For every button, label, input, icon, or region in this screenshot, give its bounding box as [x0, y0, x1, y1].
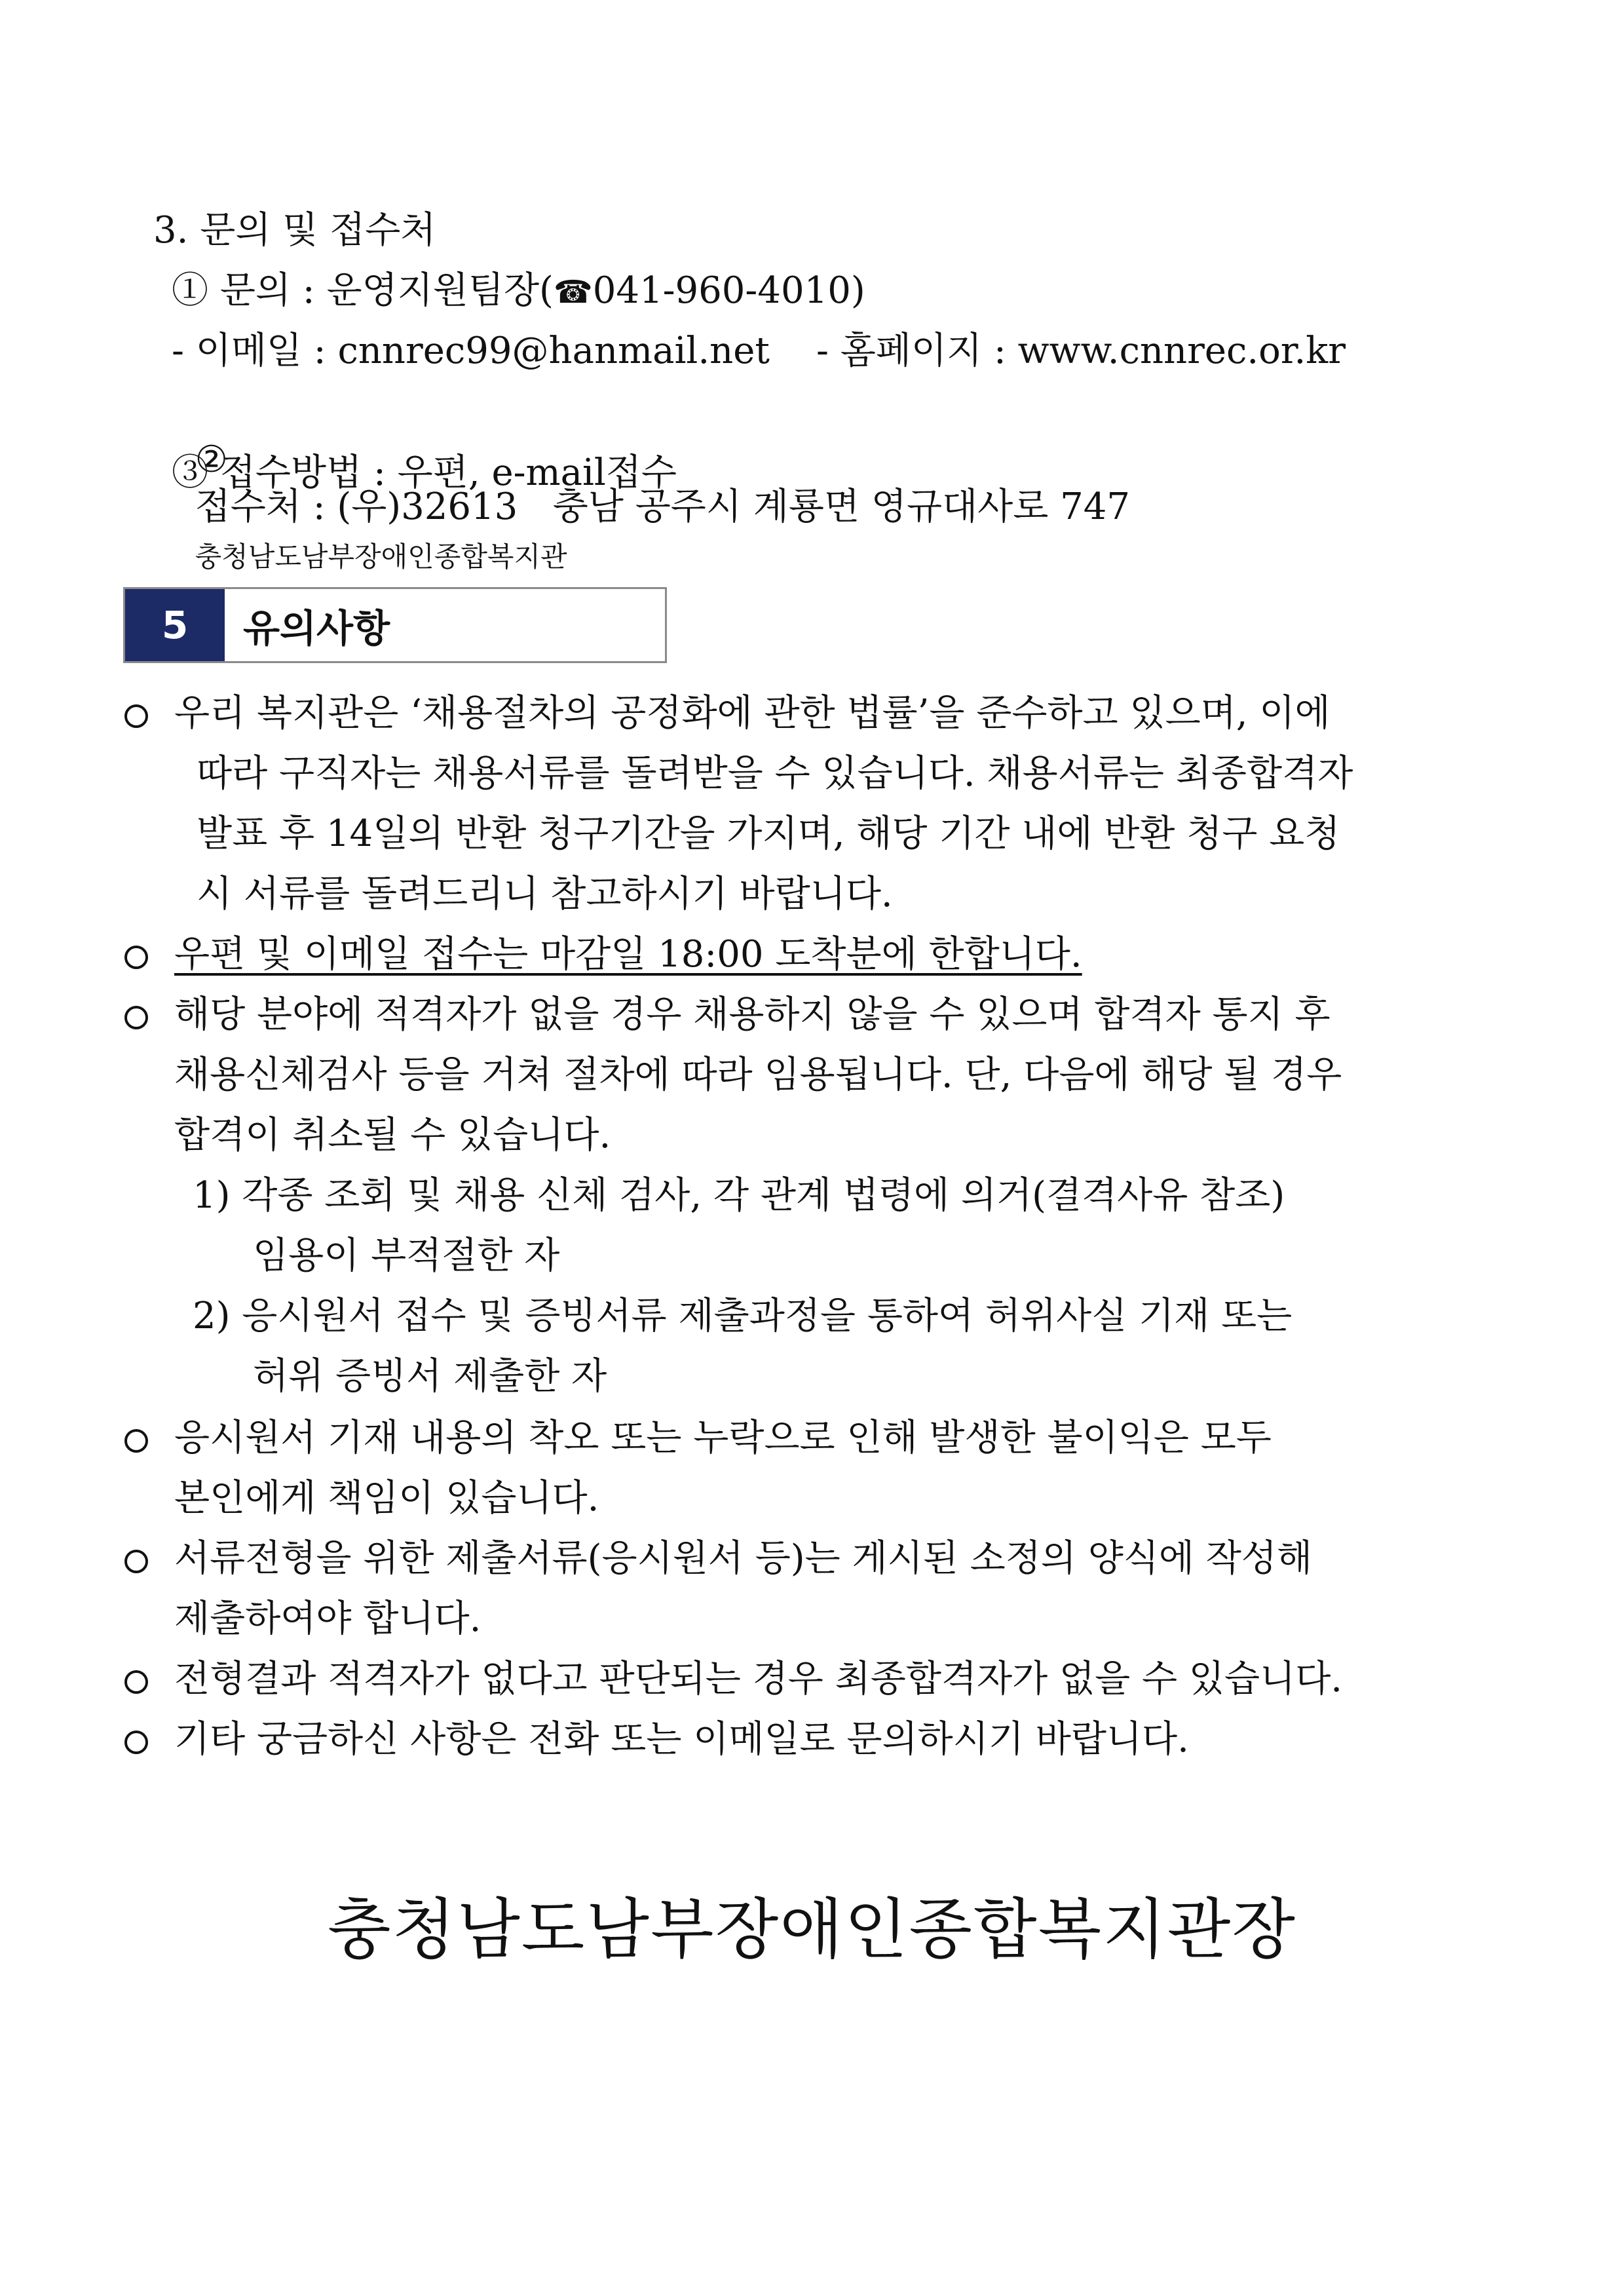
method-text: 접수방법 : 우편, e-mail접수	[219, 451, 677, 494]
address-marker: ②	[195, 438, 228, 481]
note-1-line-1: 우리 복지관은 ‘채용절차의 공정화에 관한 법률’을 준수하고 있으며, 이에	[174, 692, 1331, 735]
note-1-line-2: 따라 구직자는 채용서류를 돌려받을 수 있습니다. 채용서류는 최종합격자	[197, 752, 1353, 795]
note-6: 전형결과 적격자가 없다고 판단되는 경우 최종합격자가 없을 수 있습니다.	[174, 1658, 1343, 1700]
address-org: 충청남도남부장애인종합복지관	[195, 541, 567, 573]
inquiry-marker: ①	[172, 269, 208, 312]
bullet-icon	[124, 704, 148, 728]
note-3-line-3: 합격이 취소될 수 있습니다.	[174, 1114, 611, 1157]
address-text: 접수처 : (우)32613 충남 공주시 계룡면 영규대사로 747	[195, 486, 1131, 528]
note-4-line-2: 본인에게 책임이 있습니다.	[174, 1477, 599, 1520]
bullet-icon	[124, 1429, 148, 1453]
note-3-sub-2-line-2: 허위 증빙서 제출한 자	[253, 1355, 607, 1398]
section-header	[123, 587, 667, 663]
inquiry-text: 문의 : 운영지원팀장(	[219, 269, 554, 312]
note-2-deadline: 우편 및 이메일 접수는 마감일 18:00 도착분에 한합니다.	[174, 933, 1082, 976]
note-3-line-1: 해당 분야에 적격자가 없을 경우 채용하지 않을 수 있으며 합격자 통지 후	[174, 993, 1331, 1036]
note-3-sub-1-line-1: 1) 각종 조회 및 채용 신체 검사, 각 관계 법령에 의거(결격사유 참조)	[193, 1174, 1285, 1217]
bullet-icon	[124, 1670, 148, 1694]
note-7: 기타 궁금하신 사항은 전화 또는 이메일로 문의하시기 바랍니다.	[174, 1718, 1189, 1761]
method-line	[172, 450, 677, 497]
phone-icon: ☎	[553, 274, 593, 311]
note-3-sub-1-line-2: 임용이 부적절한 자	[253, 1234, 560, 1277]
bullet-icon	[124, 946, 148, 969]
section-title: 유의사항	[243, 606, 390, 651]
signature: 충청남도남부장애인종합복지관장	[328, 1891, 1296, 1968]
inquiry-line	[172, 267, 865, 316]
note-1-line-3: 발표 후 14일의 반환 청구기간을 가지며, 해당 기간 내에 반환 청구 요청	[197, 813, 1340, 855]
bullet-icon	[124, 1006, 148, 1029]
email-line: - 이메일 : cnnrec99@hanmail.net - 홈페이지 : www.cnnrec.or.kr	[172, 330, 1346, 372]
bullet-icon	[124, 1550, 148, 1573]
note-5-line-2: 제출하여야 합니다.	[174, 1598, 482, 1640]
note-1-line-4: 시 서류를 돌려드리니 참고하시기 바랍니다.	[197, 873, 893, 915]
note-5-line-1: 서류전형을 위한 제출서류(응시원서 등)는 게시된 소정의 양식에 작성해	[174, 1537, 1313, 1580]
section-number: 5	[125, 589, 225, 661]
bullet-icon	[124, 1731, 148, 1754]
inquiry-phone: 041-960-4010)	[592, 269, 865, 312]
method-marker: ③	[172, 451, 208, 494]
note-4-line-1: 응시원서 기재 내용의 착오 또는 누락으로 인해 발생한 불이익은 모두	[174, 1417, 1272, 1459]
note-3-sub-2-line-1: 2) 응시원서 접수 및 증빙서류 제출과정을 통하여 허위사실 기재 또는	[193, 1295, 1293, 1337]
contact-heading: 3. 문의 및 접수처	[153, 209, 436, 252]
note-3-line-2: 채용신체검사 등을 거쳐 절차에 따라 임용됩니다. 단, 다음에 해당 될 경우	[174, 1054, 1342, 1096]
